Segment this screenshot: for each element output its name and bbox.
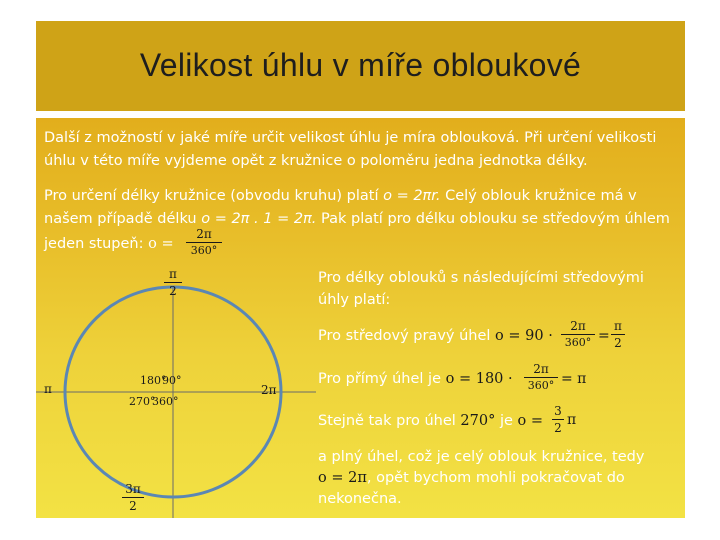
right-angle-line: Pro středový pravý úhel o = 90 ·: [318, 328, 553, 344]
label-90-deg: 90°: [162, 374, 182, 387]
label-270-deg: 270°: [129, 395, 156, 408]
para2-formula-length: o = 2π . 1 = 2π.: [201, 211, 317, 227]
para2-text-e: Pak platí pro délku oblouku se středovým úhlem: [321, 211, 670, 227]
label-360-deg: 360°: [152, 395, 179, 408]
three-quarter-pi: π: [567, 412, 577, 428]
title-band: [36, 21, 685, 111]
para2-formula-circumference: o = 2πr.: [383, 188, 441, 204]
label-two-pi: 2π: [261, 383, 277, 397]
para2-text-d: našem případě délku: [44, 211, 197, 227]
right-line2: úhly platí:: [318, 292, 391, 308]
full-angle-line1: a plný úhel, což je celý oblouk kružnice, tedy: [318, 449, 645, 465]
straight-angle-line: Pro přímý úhel je o = 180 ·: [318, 371, 513, 387]
three-quarter-line: Stejně tak pro úhel 270° je o =: [318, 413, 544, 429]
straight-angle-result: = π: [561, 371, 587, 387]
para1-line1: Další z možností v jaké míře určit velikost úhlu je míra oblouková. Při určení velikosti: [44, 130, 657, 146]
para2-text-f: jeden stupeň:: [44, 236, 144, 252]
para2-text-a: Pro určení délky kružnice (obvodu kruhu) platí: [44, 188, 379, 204]
full-angle-line3: nekonečna.: [318, 491, 402, 507]
slide-title: Velikost úhlu v míře obloukové: [139, 47, 582, 83]
para2-line1: [44, 186, 637, 207]
label-180-deg: 180°: [140, 374, 167, 387]
para2-fraction-num: 2π: [196, 227, 212, 241]
right-angle-fraction-2: π 2: [611, 319, 625, 350]
straight-angle-fraction: 2π 360°: [524, 362, 558, 393]
para1-line2: úhlu v této míře vyjdeme opět z kružnice o poloměru jedna jednotka délky.: [44, 153, 588, 169]
para2-fraction-den: 360°: [190, 244, 218, 257]
right-angle-equals: =: [598, 328, 610, 344]
right-angle-fraction-1: 2π 360°: [561, 319, 595, 350]
label-three-pi-half: 3π 2: [122, 482, 144, 513]
label-pi-half: π 2: [164, 267, 182, 298]
full-angle-line2: o = 2π, opět bychom mohli pokračovat do: [318, 470, 625, 486]
content-panel: [36, 118, 685, 518]
para2-eq: o =: [148, 236, 174, 252]
three-quarter-fraction: 3 2: [552, 404, 564, 435]
right-line1: Pro délky oblouků s následujícími středovými: [318, 270, 644, 286]
para2-text-c: Celý oblouk kružnice má v: [445, 188, 637, 204]
label-pi: π: [44, 382, 52, 396]
para2-line2: [44, 209, 670, 230]
